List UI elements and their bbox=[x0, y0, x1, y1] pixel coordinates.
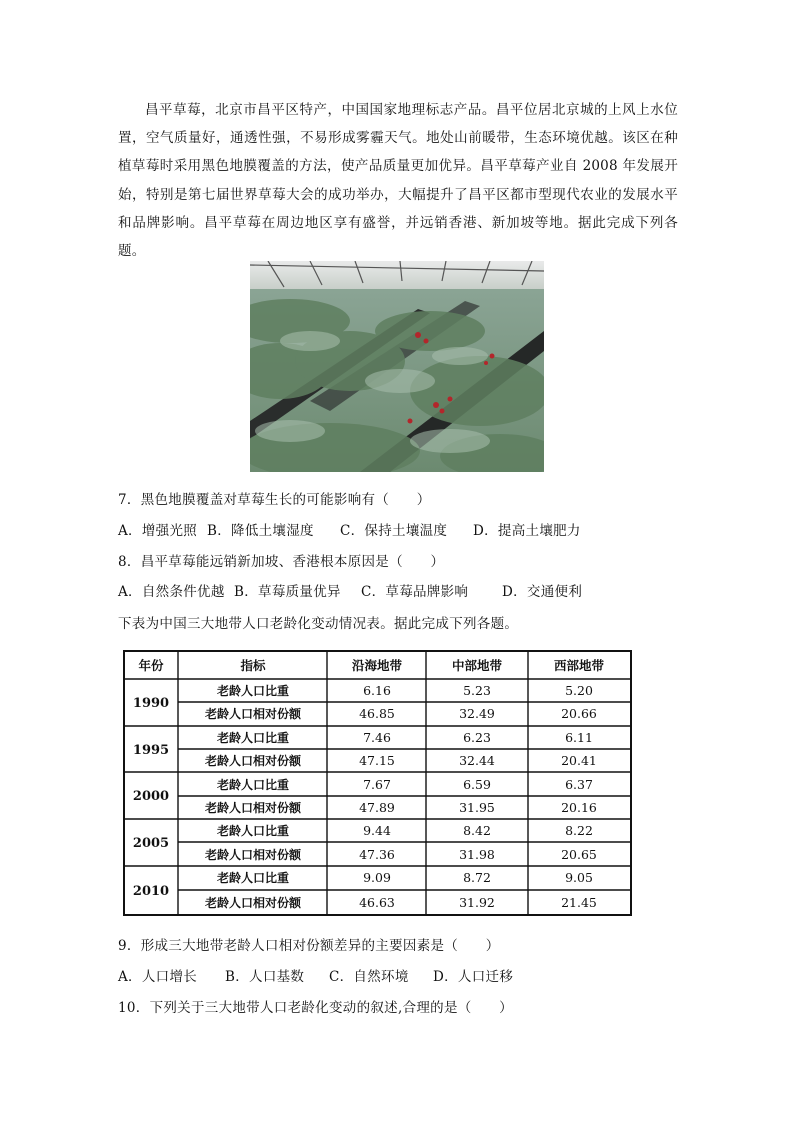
indicator-share: 老龄人口相对份额 bbox=[204, 896, 302, 910]
q9-option-d[interactable]: D．人口迁移 bbox=[433, 969, 514, 985]
table-cell: 8.72 bbox=[463, 870, 491, 885]
table-cell: 47.36 bbox=[359, 847, 395, 862]
q7-option-a[interactable]: A．增强光照 bbox=[118, 523, 198, 539]
q8-option-a[interactable]: A．自然条件优越 bbox=[118, 584, 225, 600]
q8-option-b[interactable]: B．草莓质量优异 bbox=[234, 584, 341, 600]
table-cell: 5.23 bbox=[463, 683, 491, 698]
table-cell: 6.59 bbox=[463, 777, 491, 792]
table-cell: 5.20 bbox=[565, 683, 593, 698]
table-cell: 32.44 bbox=[459, 753, 495, 768]
table-cell: 6.37 bbox=[565, 777, 593, 792]
table-cell: 31.95 bbox=[459, 800, 495, 815]
indicator-ratio: 老龄人口比重 bbox=[216, 824, 290, 838]
q9-option-a[interactable]: A．人口增长 bbox=[118, 969, 198, 985]
table-cell: 6.23 bbox=[463, 730, 491, 745]
q8-option-c[interactable]: C．草莓品牌影响 bbox=[361, 584, 469, 600]
table-cell: 8.42 bbox=[463, 823, 491, 838]
passage-strawberry: 昌平草莓，北京市昌平区特产，中国国家地理标志产品。昌平位居北京城的上风上水位置，空气质量好，通透性强，不易形成雾霾天气。地处山前暖带，生态环境优越。该区在种植草莓时采用黑色地膜覆盖的方法，使产品质量更加优异。昌平草莓产业自 2008 年发展开始，特别是第七届世界草莓大会的成功举办，大幅提升了昌平区都市型现代农业的发展水平和品牌影响。昌平草莓在周边地区享有盛誉，并远销香港、新加坡等地。据此完成下列各题。 bbox=[118, 102, 678, 260]
q7-option-c[interactable]: C．保持土壤温度 bbox=[340, 523, 448, 539]
indicator-ratio: 老龄人口比重 bbox=[216, 871, 290, 885]
table-cell: 47.15 bbox=[359, 753, 395, 768]
indicator-ratio: 老龄人口比重 bbox=[216, 778, 290, 792]
indicator-ratio: 老龄人口比重 bbox=[216, 684, 290, 698]
question-7-stem: 7．黑色地膜覆盖对草莓生长的可能影响有（ ） bbox=[118, 492, 431, 508]
indicator-share: 老龄人口相对份额 bbox=[204, 848, 302, 862]
indicator-share: 老龄人口相对份额 bbox=[204, 754, 302, 768]
indicator-share: 老龄人口相对份额 bbox=[204, 707, 302, 721]
q7-option-d[interactable]: D．提高土壤肥力 bbox=[473, 523, 581, 539]
table-cell: 20.65 bbox=[561, 847, 597, 862]
header-central: 中部地带 bbox=[451, 658, 503, 673]
table-cell: 6.11 bbox=[565, 730, 593, 745]
table-cell: 7.67 bbox=[363, 777, 391, 792]
table-cell: 6.16 bbox=[363, 683, 391, 698]
table-cell: 47.89 bbox=[359, 800, 395, 815]
table-cell: 46.85 bbox=[359, 706, 395, 721]
table-cell: 20.66 bbox=[561, 706, 597, 721]
year-1990: 1990 bbox=[132, 696, 170, 711]
table-cell: 46.63 bbox=[359, 895, 395, 910]
table-cell: 31.92 bbox=[459, 895, 495, 910]
table-cell: 9.44 bbox=[363, 823, 391, 838]
question-7-options bbox=[118, 519, 581, 539]
table-cell: 9.05 bbox=[565, 870, 593, 885]
table-cell: 9.09 bbox=[363, 870, 391, 885]
strawberry-greenhouse-photo bbox=[250, 261, 544, 472]
year-2000: 2000 bbox=[132, 789, 170, 804]
table-cell: 20.16 bbox=[561, 800, 597, 815]
q8-option-d[interactable]: D．交通便利 bbox=[502, 584, 583, 600]
question-9-stem: 9．形成三大地带老龄人口相对份额差异的主要因素是（ ） bbox=[118, 938, 500, 954]
header-year: 年份 bbox=[138, 658, 164, 673]
aging-population-table bbox=[123, 650, 632, 916]
header-indicator: 指标 bbox=[240, 658, 266, 673]
year-1995: 1995 bbox=[132, 743, 170, 758]
indicator-ratio: 老龄人口比重 bbox=[216, 731, 290, 745]
header-coastal: 沿海地带 bbox=[351, 658, 403, 673]
table-cell: 7.46 bbox=[363, 730, 391, 745]
indicator-share: 老龄人口相对份额 bbox=[204, 801, 302, 815]
q7-option-b[interactable]: B．降低土壤湿度 bbox=[207, 523, 314, 539]
table-cell: 21.45 bbox=[561, 895, 597, 910]
q9-option-c[interactable]: C．自然环境 bbox=[329, 969, 409, 985]
table-cell: 32.49 bbox=[459, 706, 495, 721]
question-8-stem: 8．昌平草莓能远销新加坡、香港根本原因是（ ） bbox=[118, 554, 445, 570]
question-8-options bbox=[118, 580, 582, 600]
q9-option-b[interactable]: B．人口基数 bbox=[225, 969, 305, 985]
table-cell: 20.41 bbox=[561, 753, 597, 768]
table-cell: 8.22 bbox=[565, 823, 593, 838]
question-9-options bbox=[118, 965, 513, 985]
question-10-stem: 10．下列关于三大地带人口老龄化变动的叙述,合理的是（ ） bbox=[118, 1000, 513, 1016]
year-2010: 2010 bbox=[132, 884, 170, 899]
year-2005: 2005 bbox=[132, 836, 170, 851]
table-cell: 31.98 bbox=[459, 847, 495, 862]
table-intro: 下表为中国三大地带人口老龄化变动情况表。据此完成下列各题。 bbox=[118, 616, 519, 632]
header-western: 西部地带 bbox=[553, 658, 605, 673]
